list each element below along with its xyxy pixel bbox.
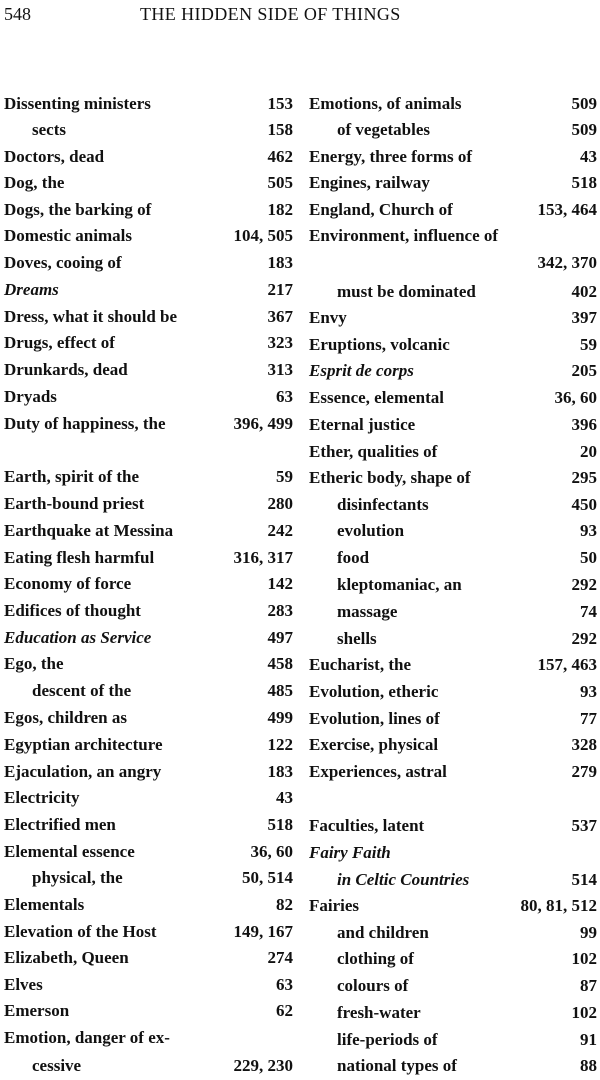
index-entry-page: 462 xyxy=(267,147,293,166)
index-entry-text: Earth-bound priest xyxy=(4,494,145,513)
index-entry-page: 153, 464 xyxy=(537,200,597,219)
index-entry-page: 50 xyxy=(580,548,597,567)
index-entry-page: 458 xyxy=(267,654,293,673)
page-number: 548 xyxy=(4,4,31,24)
index-entry xyxy=(309,760,597,784)
index-entry xyxy=(309,1001,597,1025)
index-entry-text: clothing of xyxy=(337,949,414,968)
index-entry xyxy=(309,519,597,543)
index-entry-text: Evolution, etheric xyxy=(309,682,439,701)
index-entry-text: Eternal justice xyxy=(309,415,416,434)
index-entry-page: 295 xyxy=(571,468,597,487)
index-entry-text: colours of xyxy=(337,976,409,995)
index-entry-text: Dryads xyxy=(4,387,57,406)
index-entry-page: 36, 60 xyxy=(554,388,597,407)
index-entry-text: Elemental essence xyxy=(4,842,135,861)
index-entry-text: evolution xyxy=(337,521,405,540)
index-entry-text: Emotion, danger of ex- xyxy=(4,1028,170,1047)
index-entry-page: 93 xyxy=(580,521,597,540)
index-entry-page: 74 xyxy=(580,602,597,621)
index-entry-text: Earth, spirit of the xyxy=(4,467,140,486)
index-entry-text: Emerson xyxy=(4,1001,70,1020)
index-entry-page: 396 xyxy=(571,415,597,434)
index-entry-text: Envy xyxy=(309,308,347,327)
index-entry-text: Etheric body, shape of xyxy=(309,468,471,487)
index-entry-page: 497 xyxy=(267,628,293,647)
index-entry-page: 279 xyxy=(571,762,597,781)
index-entry-page: 242 xyxy=(267,521,293,540)
index-entry xyxy=(309,600,597,624)
index-entry-page: 182 xyxy=(267,200,293,219)
index-entry-page: 509 xyxy=(571,120,597,139)
index-entry-page: 183 xyxy=(267,253,293,272)
index-entry-text: Earthquake at Messina xyxy=(4,521,174,540)
index-entry-text: Eruptions, volcanic xyxy=(309,335,450,354)
index-entry-text: Duty of happiness, the xyxy=(4,414,166,433)
index-entry-page: 36, 60 xyxy=(250,842,293,861)
index-entry-page: 153 xyxy=(267,94,293,113)
index-entry-text: cessive xyxy=(32,1056,82,1075)
index-entry-text: Engines, railway xyxy=(309,173,430,192)
index-entry-page: 450 xyxy=(571,495,597,514)
index-entry-text: Environment, influence of xyxy=(309,226,499,245)
index-entry-text: in Celtic Countries xyxy=(337,870,470,889)
index-entry-page: 77 xyxy=(580,709,597,728)
index-entry-text: Egos, children as xyxy=(4,708,127,727)
index-entry-text: Eating flesh harmful xyxy=(4,548,155,567)
index-entry xyxy=(309,198,597,222)
index-entry-text: and children xyxy=(337,923,429,942)
index-entry-page: 518 xyxy=(571,173,597,192)
index-entry-text: Ejaculation, an angry xyxy=(4,762,162,781)
index-entry-text: national types of xyxy=(337,1056,457,1075)
index-entry-text: Ether, qualities of xyxy=(309,442,438,461)
index-entry-page: 514 xyxy=(571,870,597,889)
index-entry-page: 63 xyxy=(276,387,293,406)
index-entry-text: life-periods of xyxy=(337,1030,438,1049)
index-entry-page: 104, 505 xyxy=(233,226,293,245)
index-entry-page: 313 xyxy=(267,360,293,379)
index-entry-page: 157, 463 xyxy=(537,655,597,674)
index-entry-text: descent of the xyxy=(32,681,132,700)
index-entry-page: 274 xyxy=(267,948,293,967)
index-entry-text: Emotions, of animals xyxy=(309,94,462,113)
index-entry-page: 80, 81, 512 xyxy=(520,896,597,915)
index-entry-text: Dogs, the barking of xyxy=(4,200,152,219)
index-entry-page: 87 xyxy=(580,976,597,995)
index-entry xyxy=(309,171,597,195)
index-entry-page: 142 xyxy=(267,574,293,593)
index-entry-page: 217 xyxy=(267,280,293,299)
index-entry-page: 342, 370 xyxy=(537,253,597,272)
index-entry-text: Energy, three forms of xyxy=(309,147,473,166)
index-entry xyxy=(309,546,597,570)
index-entry xyxy=(309,868,597,892)
index-entry-page: 396, 499 xyxy=(233,414,293,433)
index-entry xyxy=(309,894,597,918)
index-entry-page: 229, 230 xyxy=(233,1056,293,1075)
index-entry-text: Doctors, dead xyxy=(4,147,105,166)
index-entry-page: 537 xyxy=(571,816,597,835)
index-entry-text: Doves, cooing of xyxy=(4,253,122,272)
index-entry-page: 292 xyxy=(571,629,597,648)
index-entry-text: Dog, the xyxy=(4,173,65,192)
index-entry-page: 43 xyxy=(276,788,293,807)
index-entry-text: massage xyxy=(337,602,398,621)
index-entry-text: Domestic animals xyxy=(4,226,132,245)
index-entry xyxy=(309,440,597,464)
index-entry xyxy=(309,841,597,865)
index-entry-text: Education as Service xyxy=(4,628,152,647)
index-entry-text: disinfectants xyxy=(337,495,429,514)
index-entry xyxy=(309,573,597,597)
index-entry-page: 402 xyxy=(571,282,597,301)
index-entry xyxy=(309,653,597,677)
index-entry-text: Electricity xyxy=(4,788,80,807)
index-entry-text: Ego, the xyxy=(4,654,64,673)
index-entry xyxy=(309,224,597,248)
index-entry-page: 499 xyxy=(267,708,293,727)
index-entry-page: 122 xyxy=(267,735,293,754)
index-entry xyxy=(309,814,597,838)
index-entry-text: Faculties, latent xyxy=(309,816,425,835)
index-entry-page: 63 xyxy=(276,975,293,994)
index-entry-text: Esprit de corps xyxy=(309,361,414,380)
index-entry-page: 82 xyxy=(276,895,293,914)
index-entry-text: Drunkards, dead xyxy=(4,360,128,379)
index-entry-page: 367 xyxy=(267,307,293,326)
index-entry-text: fresh-water xyxy=(337,1003,421,1022)
index-entry xyxy=(309,145,597,169)
index-entry-text: Eucharist, the xyxy=(309,655,411,674)
index-entry-text: food xyxy=(337,548,370,567)
index-entry-page: 91 xyxy=(580,1030,597,1049)
index-entry-page: 292 xyxy=(571,575,597,594)
index-entry-page: 59 xyxy=(580,335,597,354)
index-entry-page: 149, 167 xyxy=(233,922,293,941)
index-entry xyxy=(309,921,597,945)
index-entry-text: Dress, what it should be xyxy=(4,307,178,326)
index-entry-page: 328 xyxy=(571,735,597,754)
index-entry-page: 50, 514 xyxy=(242,868,293,887)
index-entry-text: of vegetables xyxy=(337,120,431,139)
index-entry-text: Dreams xyxy=(4,280,59,299)
index-entry-page: 102 xyxy=(571,949,597,968)
index-entry-text: Dissenting ministers xyxy=(4,94,151,113)
index-entry xyxy=(309,386,597,410)
index-entry xyxy=(309,680,597,704)
index-entry-page: 99 xyxy=(580,923,597,942)
index-entry-text: Experiences, astral xyxy=(309,762,447,781)
index-entry xyxy=(309,733,597,757)
index-entry-text: Elevation of the Host xyxy=(4,922,157,941)
index-entry-text: Economy of force xyxy=(4,574,132,593)
index-entry-text: Fairies xyxy=(309,896,360,915)
index-entry-page: 509 xyxy=(571,94,597,113)
index-entry xyxy=(309,707,597,731)
index-entry-text: Fairy Faith xyxy=(309,843,391,862)
index-entry-text: shells xyxy=(337,629,377,648)
index-entry-page: 518 xyxy=(267,815,293,834)
index-entry-page: 43 xyxy=(580,147,597,166)
index-entry-text: Evolution, lines of xyxy=(309,709,440,728)
index-entry xyxy=(309,466,597,490)
index-entry xyxy=(309,974,597,998)
index-entry-text: England, Church of xyxy=(309,200,453,219)
index-entry-page: 93 xyxy=(580,682,597,701)
index-entry-page: 283 xyxy=(267,601,293,620)
index-entry-page: 205 xyxy=(571,361,597,380)
index-entry-text: Exercise, physical xyxy=(309,735,439,754)
index-entry-page: 397 xyxy=(571,308,597,327)
index-entry xyxy=(309,947,597,971)
index-entry-page: 485 xyxy=(267,681,293,700)
index-entry xyxy=(309,359,597,383)
index-entry xyxy=(309,306,597,330)
running-title: THE HIDDEN SIDE OF THINGS xyxy=(140,4,401,24)
index-entry-text: must be dominated xyxy=(337,282,476,301)
index-entry xyxy=(309,280,597,304)
index-entry xyxy=(309,251,597,275)
index-entry-text: Drugs, effect of xyxy=(4,333,115,352)
index-entry xyxy=(309,413,597,437)
index-entry-text: Edifices of thought xyxy=(4,601,141,620)
index-entry-page: 505 xyxy=(267,173,293,192)
index-entry-page: 20 xyxy=(580,442,597,461)
index-entry-page: 102 xyxy=(571,1003,597,1022)
index-entry-page: 316, 317 xyxy=(233,548,293,567)
index-entry xyxy=(309,1028,597,1052)
index-entry-text: Elves xyxy=(4,975,43,994)
index-entry-page: 183 xyxy=(267,762,293,781)
index-entry-page: 323 xyxy=(267,333,293,352)
index-entry-page: 62 xyxy=(276,1001,293,1020)
index-entry xyxy=(309,333,597,357)
index-entry xyxy=(309,92,597,116)
index-entry-page: 59 xyxy=(276,467,293,486)
index-entry xyxy=(309,493,597,517)
index-entry-text: Egyptian architecture xyxy=(4,735,163,754)
index-entry xyxy=(309,1054,597,1078)
index-entry-text: kleptomaniac, an xyxy=(337,575,462,594)
index-entry-text: sects xyxy=(32,120,66,139)
index-entry-text: Electrified men xyxy=(4,815,116,834)
index-entry-text: Essence, elemental xyxy=(309,388,445,407)
index-entry-text: physical, the xyxy=(32,868,123,887)
index-entry-text: Elementals xyxy=(4,895,85,914)
index-entry xyxy=(309,627,597,651)
index-entry-page: 280 xyxy=(267,494,293,513)
index-entry-text: Elizabeth, Queen xyxy=(4,948,129,967)
index-entry-page: 88 xyxy=(580,1056,597,1075)
index-entry xyxy=(309,118,597,142)
index-entry-page: 158 xyxy=(267,120,293,139)
